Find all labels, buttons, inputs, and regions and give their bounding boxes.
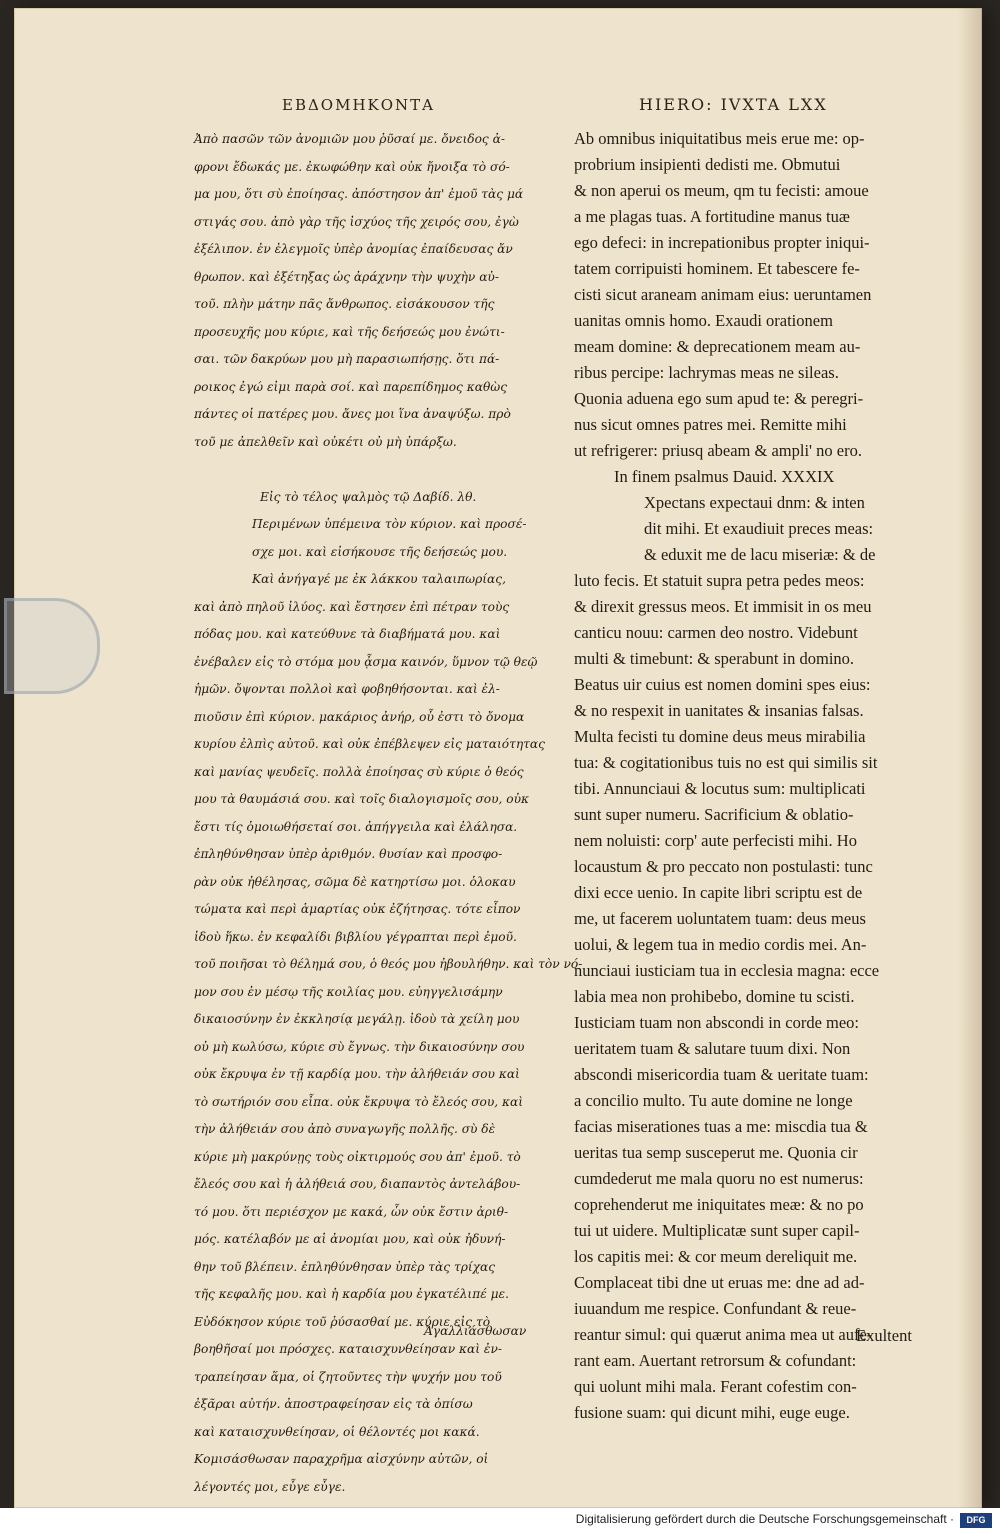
latin-line: canticu nouu: carmen deo nostro. Videbunt — [574, 623, 858, 642]
greek-line: τώματα καὶ περὶ ἁμαρτίας οὐκ ἐζήτησας. τότε εἶπον — [194, 902, 521, 916]
latin-line: & eduxit me de lacu miseriæ: & de — [644, 545, 876, 564]
latin-line: Ab omnibus iniquitatibus meis erue me: op- — [574, 129, 865, 148]
greek-line: πόδας μου. καὶ κατεύθυνε τὰ διαβήματά μου. καὶ — [194, 627, 501, 641]
latin-line: Quonia aduena ego sum apud te: & peregri- — [574, 389, 864, 408]
latin-line: ribus percipe: lachrymas meas ne sileas. — [574, 363, 839, 382]
latin-line: facias miserationes tuas a me: miscdia tua & — [574, 1117, 868, 1136]
scanned-page — [14, 8, 982, 1508]
latin-line: labia mea non prohibebo, domine tu scisti. — [574, 987, 855, 1006]
greek-line: ἡμῶν. ὄψονται πολλοὶ καὶ φοβηθήσονται. καὶ ἐλ- — [194, 682, 500, 696]
greek-line: πάντες οἱ πατέρες μου. ἄνες μοι ἵνα ἀναψύξω. πρὸ — [194, 407, 511, 421]
footer-bar — [0, 1508, 1000, 1534]
latin-line: tua: & cogitationibus tuis no est qui similis sit — [574, 753, 878, 772]
greek-line: κύριε μὴ μακρύνῃς τοὺς οἰκτιρμούς σου ἀπ' ἐμοῦ. τὸ — [194, 1149, 521, 1164]
latin-line: multi & timebunt: & sperabunt in domino. — [574, 649, 855, 668]
latin-line: ego defeci: in increpationibus propter iniqui- — [574, 233, 870, 252]
latin-line: dit mihi. Et exaudiuit preces meas: — [644, 519, 874, 538]
latin-line: ueritas tua semp susceperut me. Quonia cir — [574, 1143, 858, 1162]
greek-line: καὶ ἀπὸ πηλοῦ ἰλύος. καὶ ἔστησεν ἐπὶ πέτραν τοὺς — [194, 599, 510, 614]
latin-line: Xpectans expectaui dnm: & inten — [644, 493, 865, 512]
latin-line: los capitis mei: & cor meum dereliquit me. — [574, 1247, 858, 1266]
greek-line: ἐξέλιπον. ἐν ἐλεγμοῖς ὑπὲρ ἀνομίας ἐπαίδευσας ἄν — [194, 242, 513, 256]
running-head-latin: HIERO: IVXTA LXX — [639, 95, 828, 114]
greek-line: ἔστι τίς ὁμοιωθήσεταί σοι. ἀπήγγειλα καὶ ἐλάλησα. — [194, 819, 518, 834]
latin-line: luto fecis. Et statuit supra petra pedes meos: — [574, 571, 865, 590]
greek-line: στιγάς σου. ἀπὸ γὰρ τῆς ἰσχύος τῆς χειρός σου, ἐγὼ — [194, 214, 519, 229]
greek-line: οὐκ ἔκρυψα ἐν τῇ καρδίᾳ μου. τὴν ἀλήθειάν σου καὶ — [194, 1067, 520, 1081]
greek-line: ἐξᾶραι αὐτήν. ἀποστραφείησαν εἰς τὰ ὀπίσω — [194, 1397, 473, 1411]
greek-line: καὶ καταισχυνθείησαν, οἱ θέλοντές μοι κακά. — [194, 1424, 480, 1439]
latin-line: & no respexit in uanitates & insanias falsas. — [574, 701, 864, 720]
greek-line: Ἀπὸ πασῶν τῶν ἀνομιῶν μου ῥῦσαί με. ὄνειδος ἀ- — [194, 132, 505, 146]
greek-column — [194, 126, 583, 1501]
running-head-greek: ΕΒΔΟΜΗΚΟΝΤΑ — [282, 96, 436, 114]
latin-line: dixi ecce uenio. In capite libri scriptu est de — [574, 883, 863, 902]
greek-line: οὐ μὴ κωλύσω, κύριε σὺ ἔγνως. τὴν δικαιοσύνην σου — [194, 1039, 525, 1054]
latin-line: nus sicut omnes patres mei. Remitte mihi — [574, 415, 847, 434]
greek-line: προσευχῆς μου κύριε, καὶ τῆς δεήσεώς μου ἐνώτι- — [194, 324, 505, 339]
greek-spacer — [194, 456, 539, 484]
latin-line: Multa fecisti tu domine deus meus mirabilia — [574, 727, 866, 746]
greek-line: βοηθῆσαί μοι πρόσχες. καταισχυνθείησαν καὶ ἐν- — [194, 1342, 502, 1356]
latin-line: sunt super numeru. Sacrificium & oblatio- — [574, 805, 854, 824]
greek-line: τραπείησαν ἅμα, οἱ ζητοῦντες τὴν ψυχήν μου τοῦ — [194, 1369, 502, 1384]
latin-line: a concilio multo. Tu aute domine ne longe — [574, 1091, 853, 1110]
greek-line: Περιμένων ὑπέμεινα τὸν κύριον. καὶ προσέ- — [252, 517, 527, 531]
latin-line: iuuandum me respice. Confundant & reue- — [574, 1299, 857, 1318]
greek-line: κυρίου ἐλπὶς αὐτοῦ. καὶ οὐκ ἐπέβλεψεν εἰς ματαιότητας — [194, 737, 545, 751]
latin-line: cumdederut me mala quoru no est numerus: — [574, 1169, 864, 1188]
greek-line: λέγοντές μοι, εὖγε εὖγε. — [194, 1479, 346, 1494]
latin-line: abscondi misericordia tuam & ueritate tuam: — [574, 1065, 869, 1084]
greek-line: ρὰν οὐκ ἠθέλησας, σῶμα δὲ κατηρτίσω μοι. ὁλοκαυ — [194, 874, 516, 889]
greek-psalm-title: Εἰς τὸ τέλος ψαλμὸς τῷ Δαβίδ. λθ. — [260, 489, 477, 504]
greek-line: μου τὰ θαυμάσιά σου. καὶ τοῖς διαλογισμοῖς σου, οὐκ — [194, 792, 530, 806]
latin-line: me, ut facerem uoluntatem tuam: deus meus — [574, 909, 866, 928]
greek-line: Εὐδόκησον κύριε τοῦ ῥύσασθαί με. κύριε εἰς τὸ — [194, 1314, 491, 1329]
latin-line: fusione suam: qui dicunt mihi, euge euge. — [574, 1403, 850, 1422]
greek-line: τοῦ με ἀπελθεῖν καὶ οὐκέτι οὐ μὴ ὑπάρξω. — [194, 434, 457, 449]
greek-line: καὶ μανίας ψευδεῖς. πολλὰ ἐποίησας σὺ κύριε ὁ θεός — [194, 764, 524, 779]
greek-line: Κομισάσθωσαν παραχρῆμα αἰσχύνην αὐτῶν, οἱ — [194, 1452, 489, 1466]
greek-line: ἔλεός σου καὶ ἡ ἀλήθειά σου, διαπαντὸς ἀντελάβου- — [194, 1177, 521, 1191]
greek-line: σχε μοι. καὶ εἰσήκουσε τῆς δεήσεώς μου. — [252, 544, 508, 559]
greek-line: σαι. τῶν δακρύων μου μὴ παρασιωπήσῃς. ὅτι πά- — [194, 352, 500, 366]
greek-line: τῆς κεφαλῆς μου. καὶ ἡ καρδία μου ἐγκατέλιπέ με. — [194, 1287, 509, 1301]
greek-line: φρονι ἔδωκάς με. ἐκωφώθην καὶ οὐκ ἤνοιξα τὸ σό- — [194, 159, 510, 174]
latin-line: nem noluisti: corp' aute perfecisti mihi. Ho — [574, 831, 857, 850]
greek-line: μός. κατέλαβόν με αἱ ἀνομίαι μου, καὶ οὐκ ἠδυνή- — [194, 1232, 506, 1246]
greek-line: τό μου. ὅτι περιέσχον με κακά, ὧν οὐκ ἔστιν ἀριθ- — [194, 1204, 509, 1219]
greek-line: Καὶ ἀνήγαγέ με ἐκ λάκκου ταλαιπωρίας, — [252, 572, 506, 586]
latin-line: meam domine: & deprecationem meam au- — [574, 337, 861, 356]
latin-line: cisti sicut araneam animam eius: ueruntamen — [574, 285, 872, 304]
latin-line: a me plagas tuas. A fortitudine manus tuæ — [574, 207, 850, 226]
latin-line: Complaceat tibi dne ut eruas me: dne ad ad- — [574, 1273, 865, 1292]
greek-line: ἰδοὺ ἥκω. ἐν κεφαλίδι βιβλίου γέγραπται περὶ ἐμοῦ. — [194, 929, 517, 944]
latin-line: Iusticiam tuam non abscondi in corde meo: — [574, 1013, 860, 1032]
greek-catchword: Ἀγαλλιάσθωσαν — [424, 1324, 527, 1338]
latin-line: tatem corripuisti hominem. Et tabescere fe- — [574, 259, 860, 278]
page-clip-icon — [4, 598, 100, 694]
greek-line: τοῦ ποιῆσαι τὸ θέλημά σου, ὁ θεός μου ἠβουλήθην. καὶ τὸν νό- — [194, 957, 583, 971]
greek-line: τὴν ἀλήθειάν σου ἀπὸ συναγωγῆς πολλῆς. σὺ δὲ — [194, 1122, 496, 1136]
latin-line: qui uolunt mihi mala. Ferant cofestim con- — [574, 1377, 857, 1396]
greek-line: ροικος ἐγώ εἰμι παρὰ σοί. καὶ παρεπίδημος καθὼς — [194, 379, 508, 394]
latin-line: ueritatem tuam & salutare tuum dixi. Non — [574, 1039, 851, 1058]
latin-line: nunciaui iusticiam tua in ecclesia magna: ecce — [574, 961, 880, 980]
greek-line: μον σου ἐν μέσῳ τῆς κοιλίας μου. εὐηγγελισάμην — [194, 984, 503, 999]
greek-line: ἐπληθύνθησαν ὑπὲρ ἀριθμόν. θυσίαν καὶ προσφο- — [194, 847, 503, 861]
greek-line: τὸ σωτήριόν σου εἶπα. οὐκ ἔκρυψα τὸ ἔλεός σου, καὶ — [194, 1094, 524, 1109]
latin-psalm-title: In finem psalmus Dauid. XXXIX — [614, 467, 835, 486]
latin-line: locaustum & pro peccato non postulasti: tunc — [574, 857, 873, 876]
latin-line: tibi. Annunciaui & locutus sum: multiplicati — [574, 779, 866, 798]
greek-line: μα μου, ὅτι σὺ ἐποίησας. ἀπόστησον ἀπ' ἐμοῦ τὰς μά — [194, 187, 524, 201]
greek-line: τοῦ. πλὴν μάτην πᾶς ἄνθρωπος. εἰσάκουσον τῆς — [194, 297, 495, 311]
latin-line: uanitas omnis homo. Exaudi orationem — [574, 311, 833, 330]
latin-line: Beatus uir cuius est nomen domini spes eius: — [574, 675, 871, 694]
latin-catchword: Exultent — [856, 1326, 912, 1345]
latin-line: uolui, & legem tua in medio cordis mei. An- — [574, 935, 867, 954]
latin-line: probrium insipienti dedisti me. Obmutui — [574, 155, 841, 174]
greek-line: θην τοῦ βλέπειν. ἐπληθύνθησαν ὑπὲρ τὰς τρίχας — [194, 1259, 496, 1274]
greek-line: δικαιοσύνην ἐν ἐκκλησίᾳ μεγάλῃ. ἰδοὺ τὰ χείλη μου — [194, 1012, 520, 1026]
latin-line: reantur simul: qui quærut anima mea ut aufe- — [574, 1325, 873, 1344]
footer-credit: Digitalisierung gefördert durch die Deutsche Forschungsgemeinschaft · — [575, 1512, 954, 1526]
greek-line: πιοῦσιν ἐπὶ κύριον. μακάριος ἀνήρ, οὗ ἐστι τὸ ὄνομα — [194, 709, 525, 724]
latin-line: coprehenderut me iniquitates meæ: & no po — [574, 1195, 864, 1214]
latin-line: ut refrigerer: priusq abeam & ampli' no ero. — [574, 441, 862, 460]
latin-line: rant eam. Auertant retrorsum & cofundant: — [574, 1351, 857, 1370]
latin-line: & non aperui os meum, qm tu fecisti: amoue — [574, 181, 869, 200]
dfg-logo-icon: DFG — [960, 1513, 992, 1528]
latin-line: tui ut uidere. Multiplicatæ sunt super capil- — [574, 1221, 860, 1240]
latin-column — [574, 126, 942, 1426]
latin-line: & direxit gressus meos. Et immisit in os meu — [574, 597, 872, 616]
greek-line: ἐνέβαλεν εἰς τὸ στόμα μου ᾆσμα καινόν, ὕμνον τῷ θεῷ — [194, 654, 538, 669]
greek-line: θρωπον. καὶ ἐξέτηξας ὡς ἀράχνην τὴν ψυχὴν αὐ- — [194, 269, 499, 284]
